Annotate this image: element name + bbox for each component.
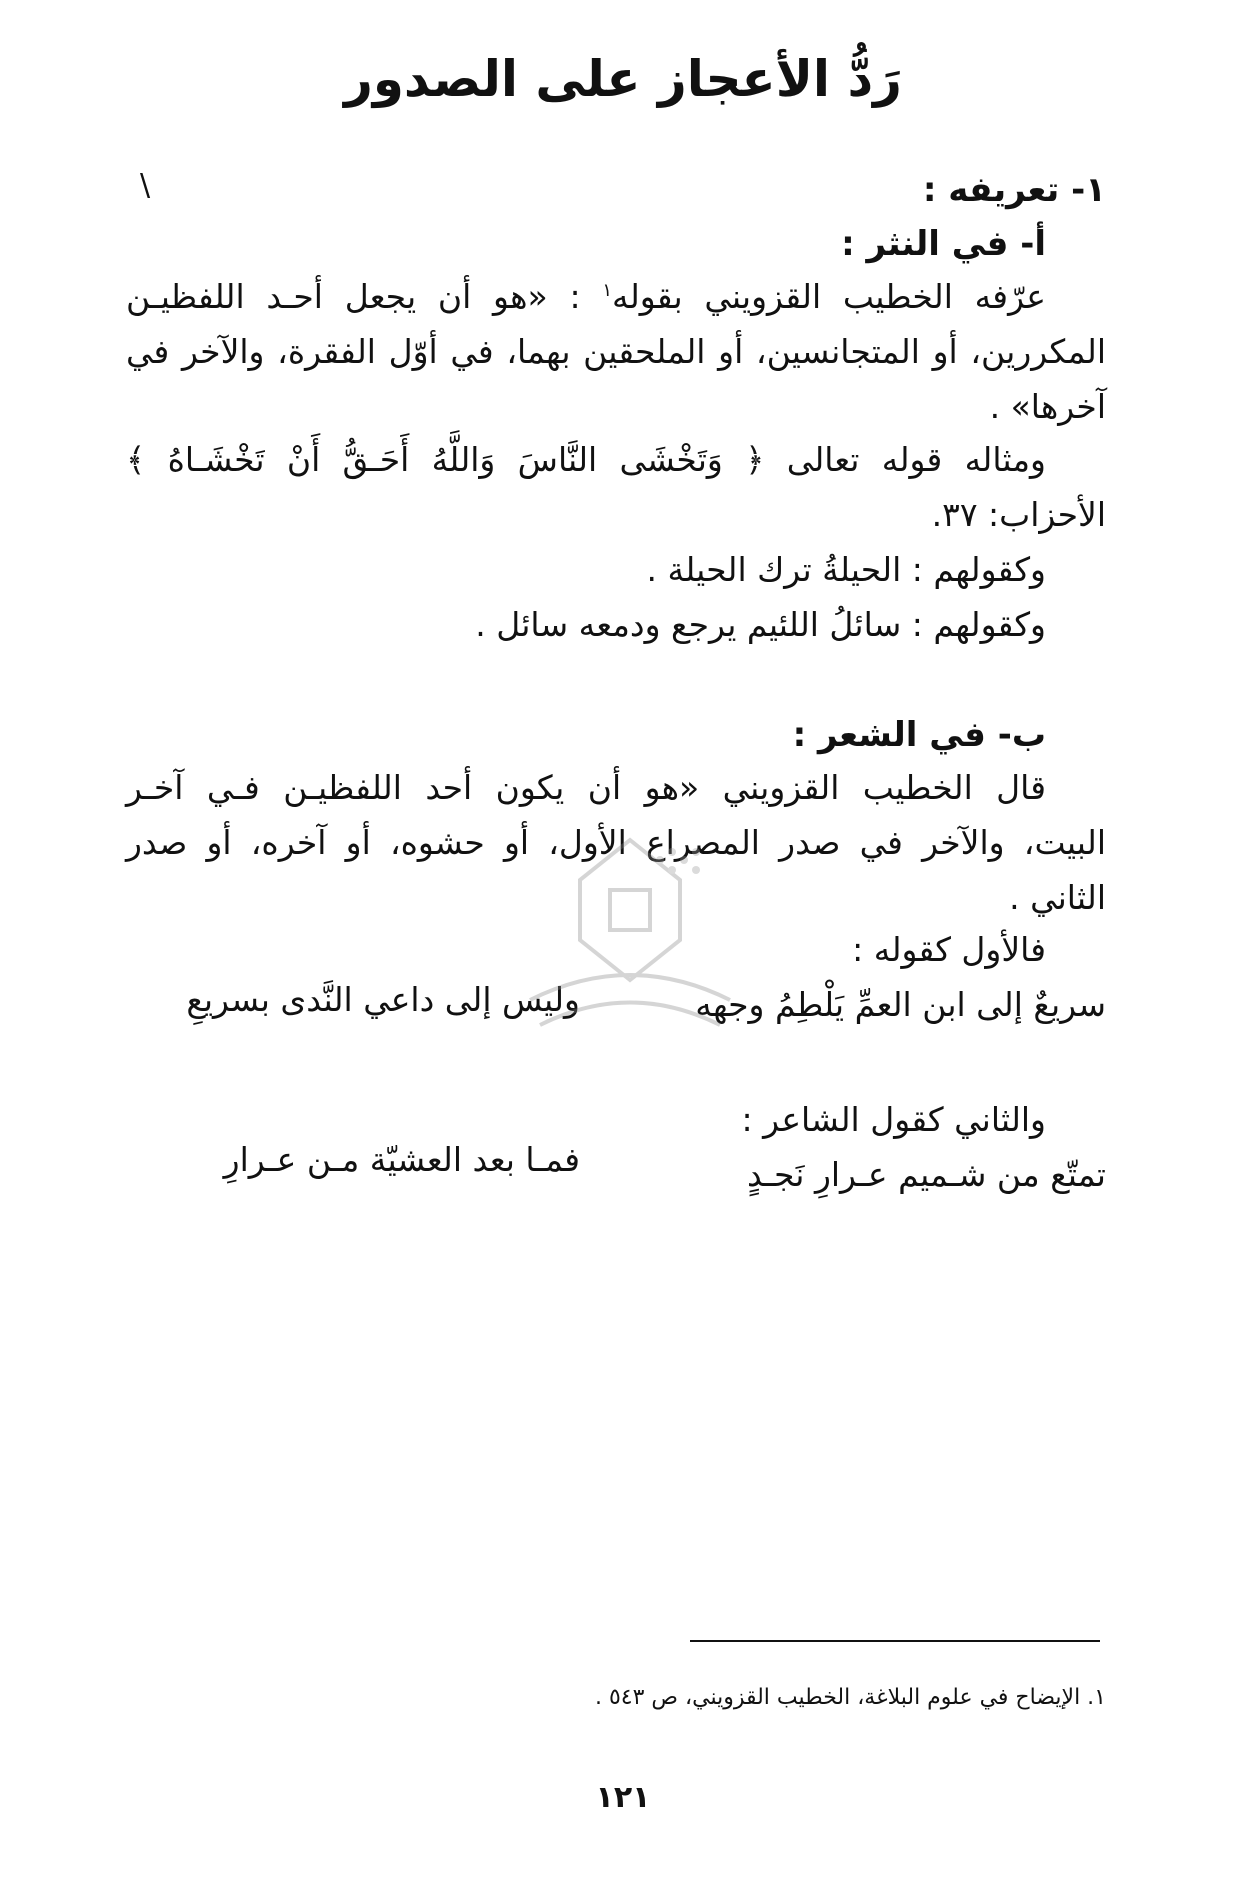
poetry-definition-line-1: قال الخطيب القزويني «هو أن يكون أحد اللفظيـن فـي آخـر (126, 768, 1046, 807)
page-number: ١٢١ (595, 1780, 651, 1815)
page-title: رَدُّ الأعجاز على الصدور (344, 50, 902, 108)
footnote: ١. الإيضاح في علوم البلاغة، الخطيب القزويني، ص ٥٤٣ . (594, 1685, 1106, 1710)
prose-example-3: وكقولهم : سائلُ اللئيم يرجع ودمعه سائل . (475, 605, 1046, 644)
prose-definition-line-2: المكررين، أو المتجانسين، أو الملحقين بهما، في أوّل الفقرة، والآخر في (126, 332, 1106, 371)
verse-2-first-hemistich: تمتّع من شـميم عـرارِ نَجـدٍ (746, 1155, 1106, 1194)
quran-citation: الأحزاب: ٣٧. (931, 495, 1106, 534)
prose-definition-line-1 (126, 277, 1046, 316)
quran-example-line: ومثاله قوله تعالى ﴿ وَتَخْشَى النَّاسَ وَاللَّهُ أَحَـقُّ أَنْ تَخْشَـاهُ ﴾ (126, 440, 1046, 479)
footnote-reference: ١ (602, 280, 612, 301)
poetry-definition-line-2: البيت، والآخر في صدر المصراع الأول، أو حشوه، أو آخره، أو صدر (126, 823, 1106, 862)
verse-1-first-hemistich: سريعٌ إلى ابن العمِّ يَلْطِمُ وجهه (695, 985, 1106, 1024)
footnote-separator (690, 1640, 1100, 1642)
second-type-intro: والثاني كقول الشاعر : (741, 1100, 1046, 1139)
stray-mark: \ (140, 168, 151, 203)
subheading-prose: أ- في النثر : (841, 224, 1046, 264)
verse-2-second-hemistich: فمـا بعد العشيّة مـن عـرارِ (223, 1140, 580, 1179)
prose-definition-line-3: آخرها» . (989, 387, 1106, 426)
prose-example-2: وكقولهم : الحيلةُ ترك الحيلة . (646, 550, 1046, 589)
first-type-intro: فالأول كقوله : (852, 930, 1046, 969)
poetry-definition-line-3: الثاني . (1009, 878, 1106, 917)
prose-definition-quote: : «هو أن يجعل أحـد اللفظيـن (126, 277, 603, 316)
subheading-poetry: ب- في الشعر : (792, 715, 1046, 755)
section-heading-definition: ١- تعريفه : (922, 170, 1106, 210)
prose-definition-text: عرّفه الخطيب القزويني بقوله (612, 277, 1046, 316)
verse-1-second-hemistich: وليس إلى داعي النَّدى بسريعِ (186, 980, 580, 1019)
